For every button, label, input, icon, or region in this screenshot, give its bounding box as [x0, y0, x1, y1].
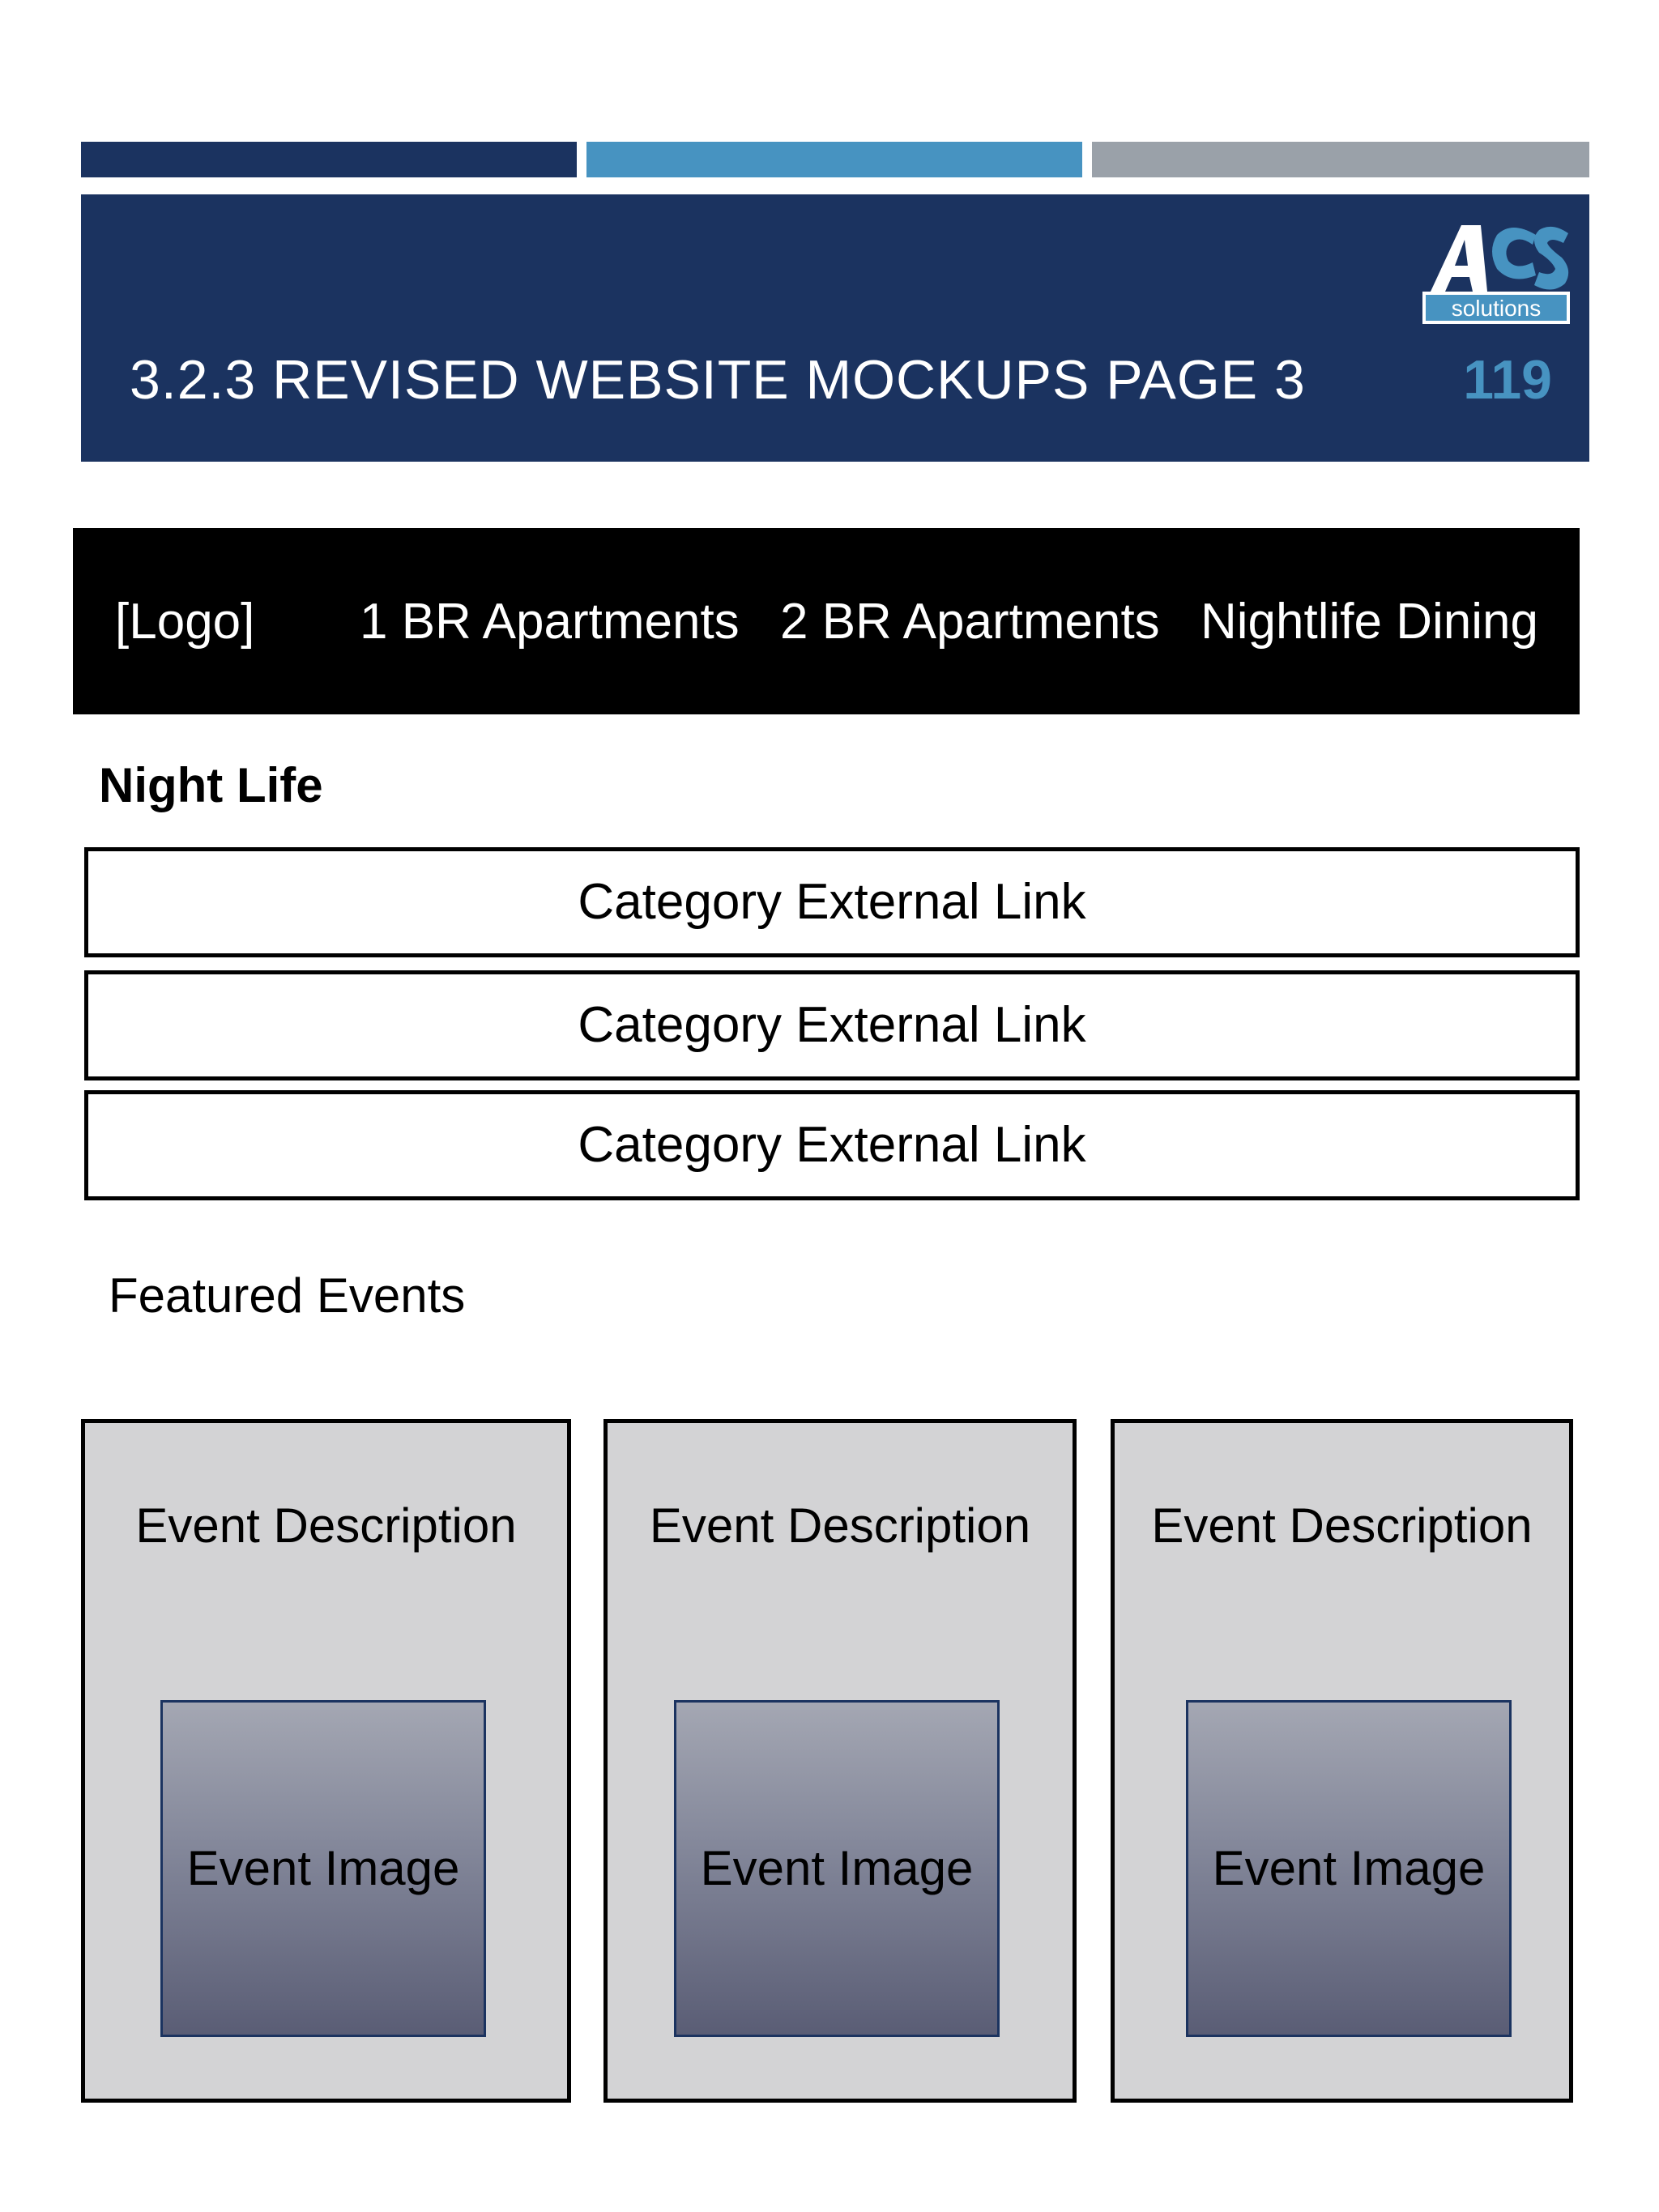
- acs-solutions-logo: [1422, 219, 1570, 324]
- event-description: Event Description: [649, 1498, 1031, 1553]
- logo-subtext: solutions: [1451, 296, 1542, 321]
- nav-logo-placeholder[interactable]: [Logo]: [115, 594, 255, 650]
- event-image[interactable]: [1186, 1700, 1512, 2037]
- event-image-label: Event Image: [1212, 1841, 1486, 1895]
- section-title: Night Life: [99, 758, 323, 812]
- event-image-label: Event Image: [700, 1841, 974, 1895]
- event-description: Event Description: [135, 1498, 517, 1553]
- page-title: 3.2.3 REVISED WEBSITE MOCKUPS PAGE 3: [130, 349, 1306, 411]
- site-navbar: [73, 528, 1580, 714]
- title-band: [81, 194, 1589, 462]
- category-external-link[interactable]: Category External Link: [84, 847, 1580, 957]
- event-card[interactable]: [1111, 1419, 1573, 2103]
- nav-item-2br-apartments[interactable]: 2 BR Apartments: [780, 594, 1160, 650]
- accent-bar-dark: [81, 142, 577, 177]
- event-card[interactable]: [603, 1419, 1077, 2103]
- event-description: Event Description: [1151, 1498, 1533, 1553]
- event-image-label: Event Image: [186, 1841, 460, 1895]
- accent-bar-blue: [586, 142, 1082, 177]
- event-image[interactable]: [160, 1700, 486, 2037]
- featured-events-heading: Featured Events: [109, 1268, 466, 1323]
- accent-bar-gray: [1092, 142, 1589, 177]
- event-card[interactable]: [81, 1419, 571, 2103]
- nav-item-nightlife-dining[interactable]: Nightlife Dining: [1201, 594, 1538, 650]
- nav-item-1br-apartments[interactable]: 1 BR Apartments: [360, 594, 740, 650]
- event-image[interactable]: [674, 1700, 1000, 2037]
- category-external-link[interactable]: Category External Link: [84, 970, 1580, 1080]
- page-number: 119: [1463, 349, 1552, 411]
- category-external-link[interactable]: Category External Link: [84, 1090, 1580, 1200]
